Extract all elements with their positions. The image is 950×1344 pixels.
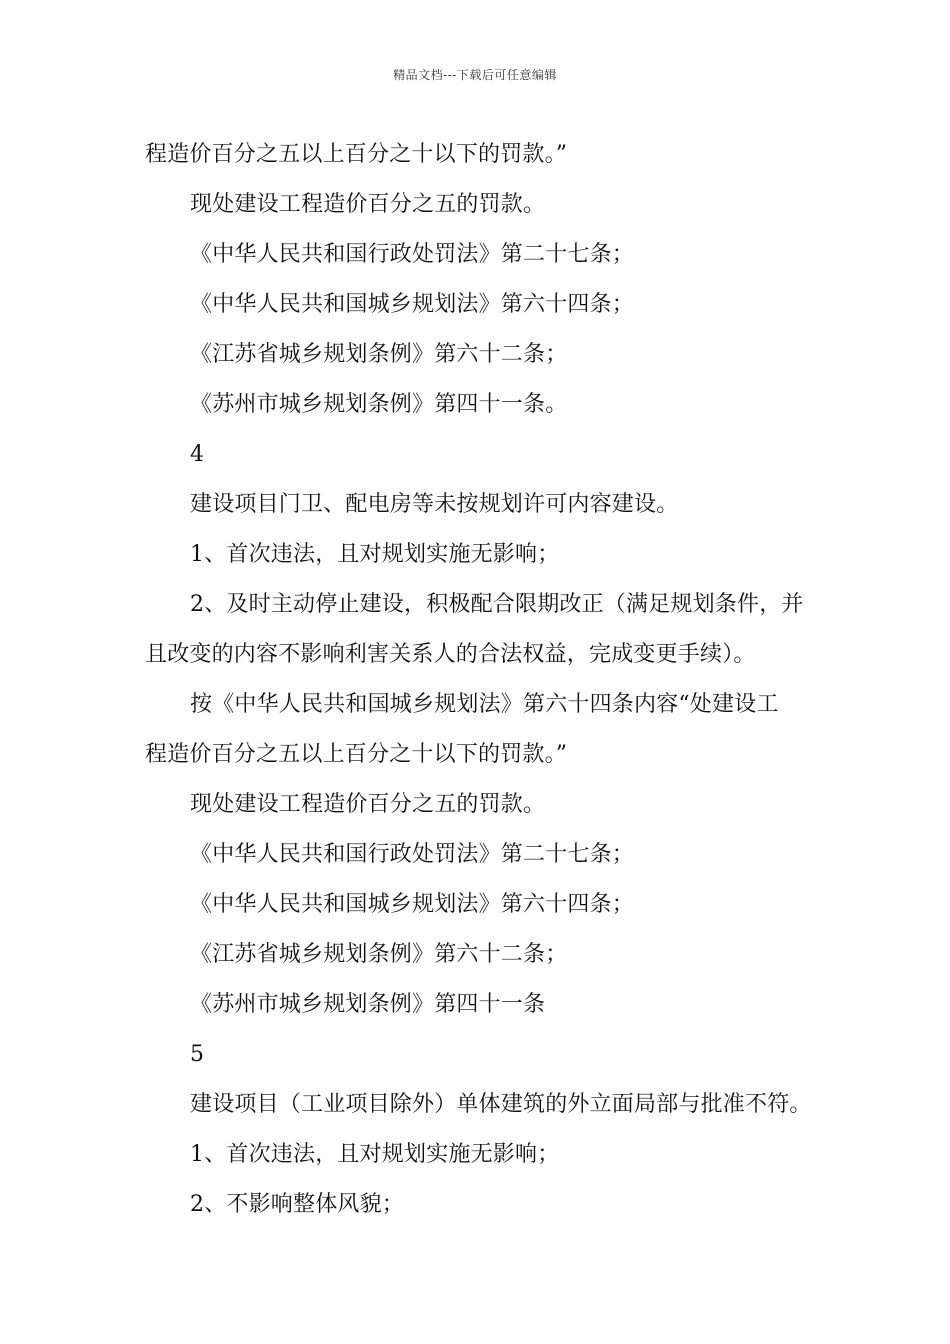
paragraph-line: 《江苏省城乡规划条例》第六十二条； bbox=[190, 342, 568, 367]
paragraph-line: 《苏州市城乡规划条例》第四十一条。 bbox=[190, 392, 568, 417]
paragraph-line: 《中华人民共和国城乡规划法》第六十四条； bbox=[190, 292, 635, 317]
paragraph-line: 2、不影响整体风貌； bbox=[190, 1192, 404, 1217]
paragraph-line: 《苏州市城乡规划条例》第四十一条 bbox=[190, 992, 546, 1017]
paragraph-line: 《中华人民共和国行政处罚法》第二十七条； bbox=[190, 842, 635, 867]
paragraph-line: 程造价百分之五以上百分之十以下的罚款。” bbox=[145, 142, 568, 167]
section-number: 4 bbox=[190, 442, 205, 467]
paragraph-line: 2、及时主动停止建设，积极配合限期改正（满足规划条件，并 bbox=[190, 592, 804, 617]
paragraph-line: 《江苏省城乡规划条例》第六十二条； bbox=[190, 942, 568, 967]
paragraph-line: 程造价百分之五以上百分之十以下的罚款。” bbox=[145, 742, 568, 767]
paragraph-line: 1、首次违法，且对规划实施无影响； bbox=[190, 1142, 560, 1167]
paragraph-line: 现处建设工程造价百分之五的罚款。 bbox=[190, 192, 546, 217]
page-header: 精品文档---下载后可任意编辑 bbox=[393, 68, 557, 82]
paragraph-line: 按《中华人民共和国城乡规划法》第六十四条内容“处建设工 bbox=[190, 692, 779, 717]
paragraph-line: 现处建设工程造价百分之五的罚款。 bbox=[190, 792, 546, 817]
paragraph-line: 《中华人民共和国城乡规划法》第六十四条； bbox=[190, 892, 635, 917]
paragraph-line: 建设项目（工业项目除外）单体建筑的外立面局部与批准不符。 bbox=[190, 1092, 812, 1117]
paragraph-line: 1、首次违法，且对规划实施无影响； bbox=[190, 542, 560, 567]
paragraph-line: 《中华人民共和国行政处罚法》第二十七条； bbox=[190, 242, 635, 267]
paragraph-line: 且改变的内容不影响利害关系人的合法权益，完成变更手续）。 bbox=[145, 642, 756, 667]
section-number: 5 bbox=[190, 1042, 205, 1067]
paragraph-line: 建设项目门卫、配电房等未按规划许可内容建设。 bbox=[190, 492, 679, 517]
document-body bbox=[145, 130, 810, 1230]
